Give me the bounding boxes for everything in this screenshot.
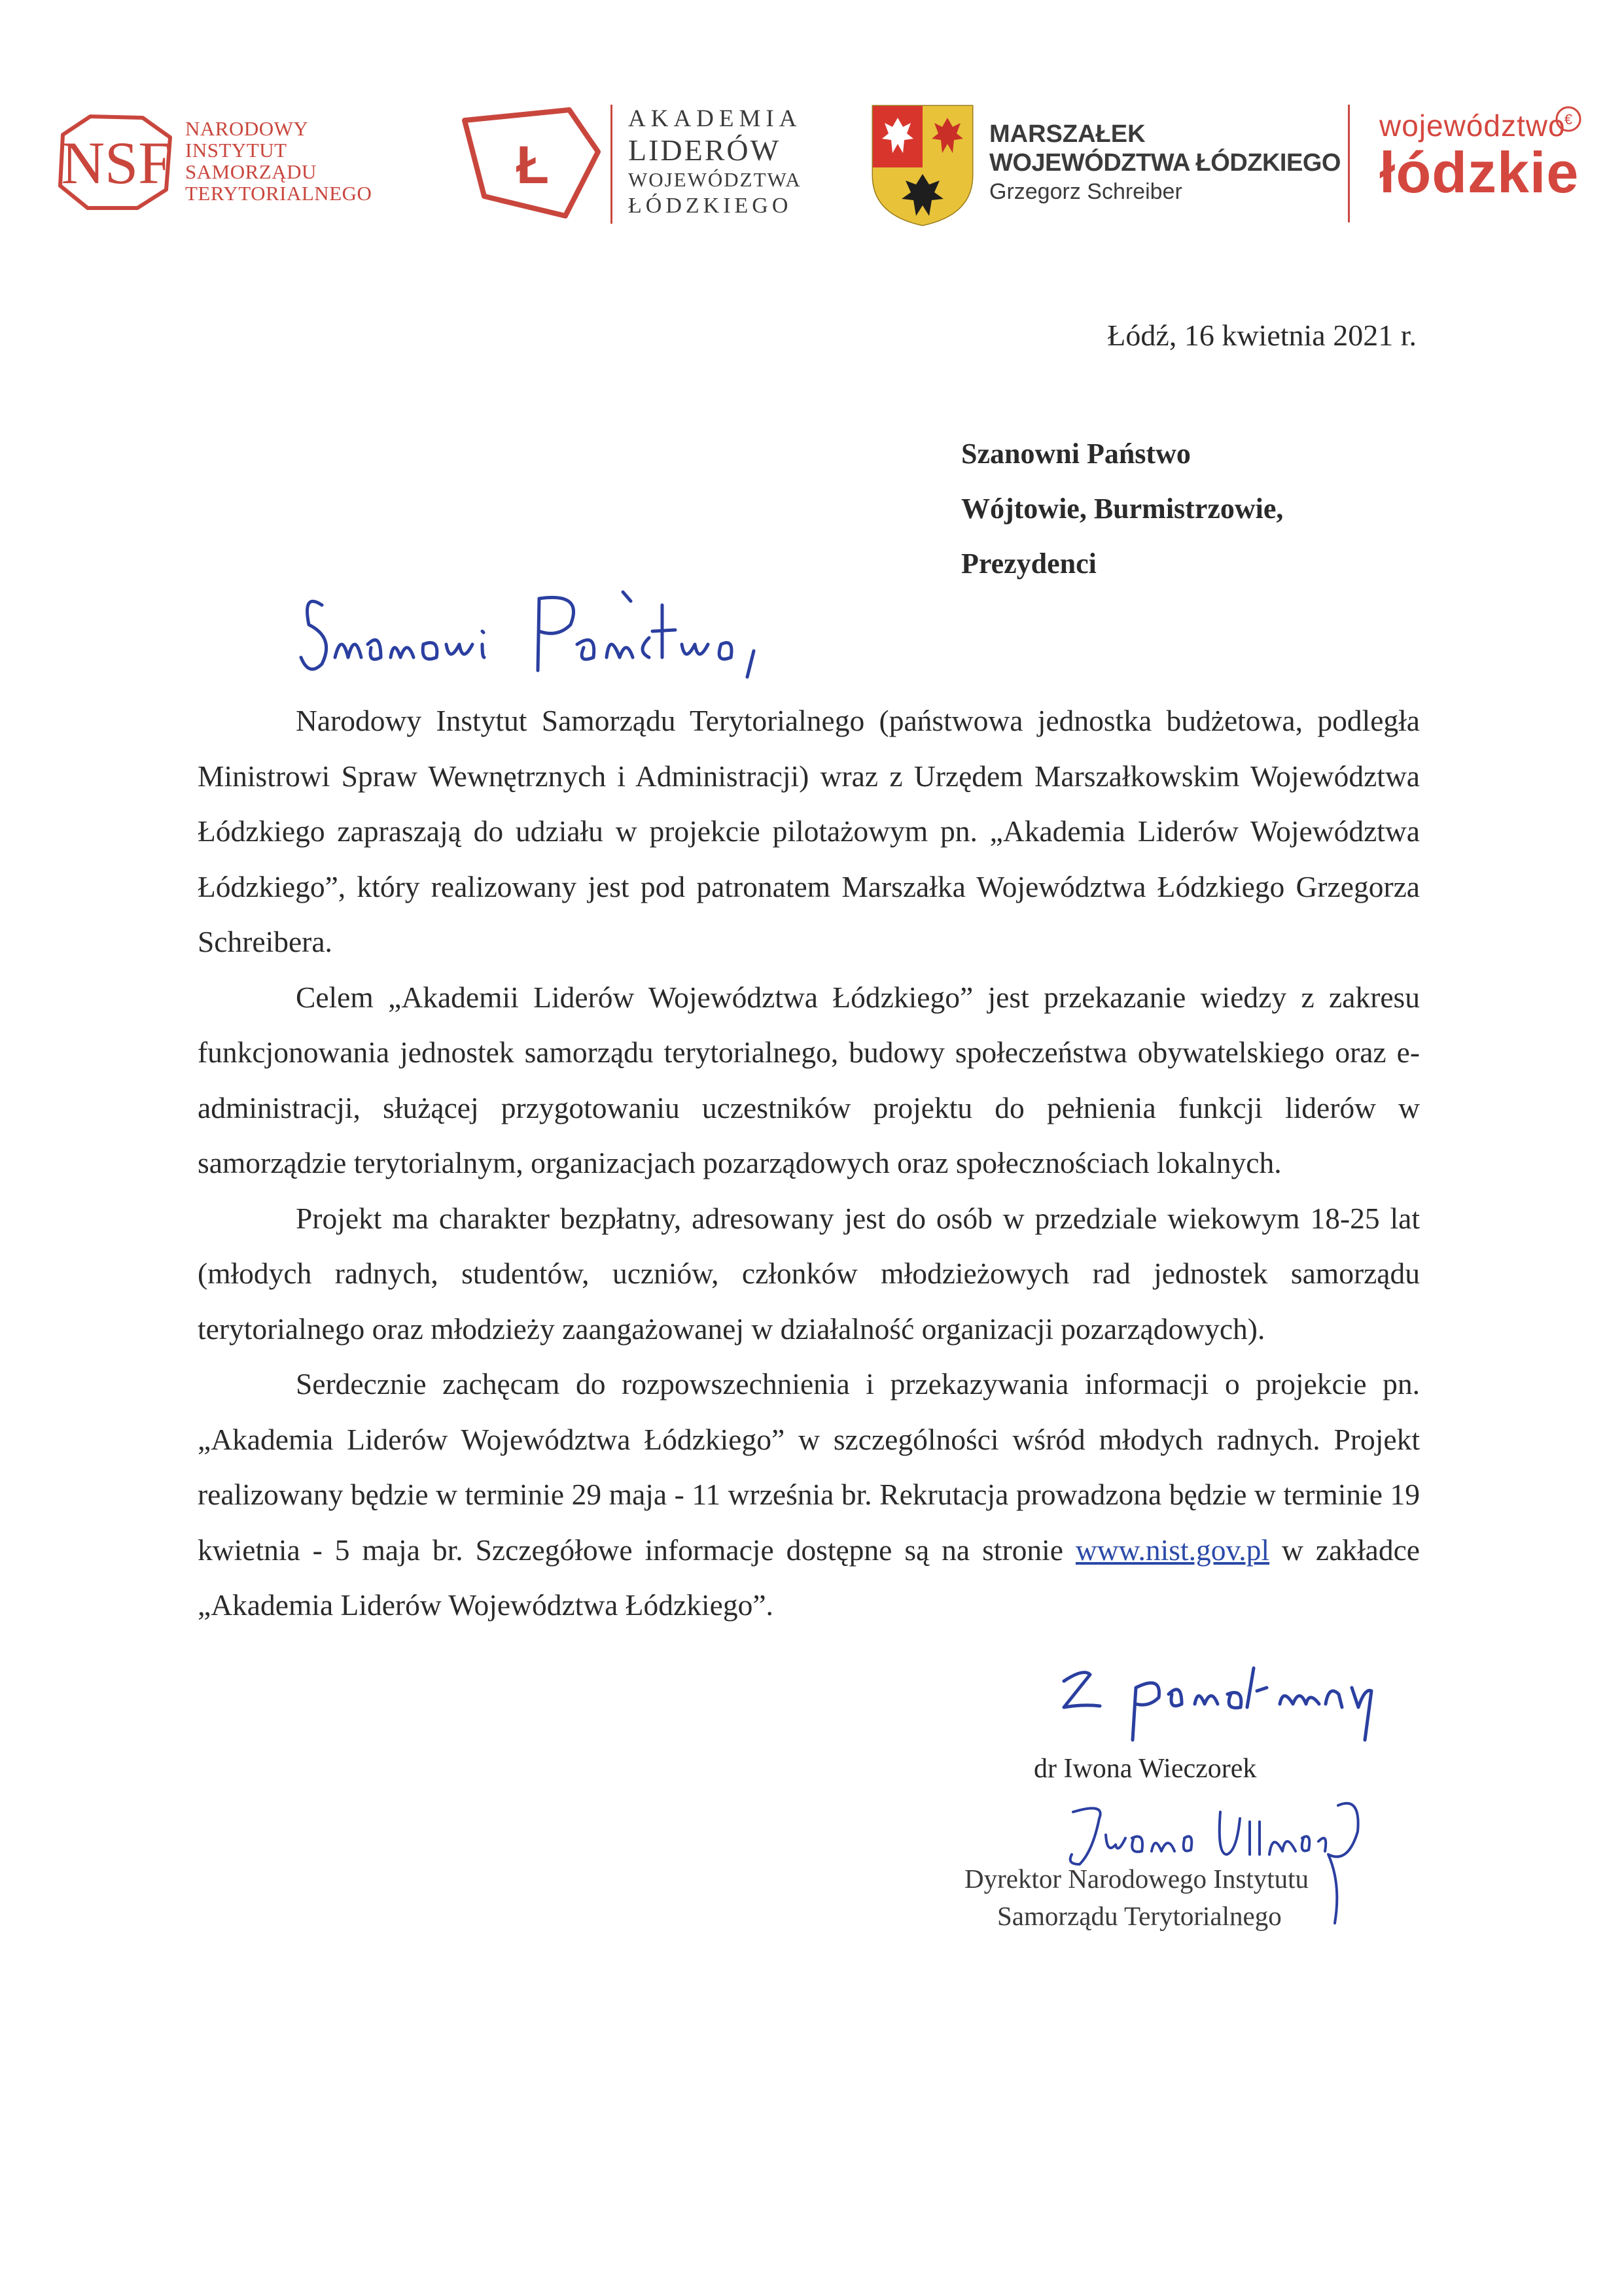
signer-title-line-1: Dyrektor Narodowego Instytutu [964, 1864, 1309, 1894]
letter-date: Łódź, 16 kwietnia 2021 r. [1107, 319, 1417, 352]
nist-line-3: SAMORZĄDU [185, 160, 317, 183]
akademia-logo-text [628, 105, 802, 220]
wojewodztwo-logo [1379, 108, 1580, 205]
recipient-line-3: Prezydenci [961, 548, 1097, 580]
nist-logo-emblem [51, 113, 182, 212]
signer-name: dr Iwona Wieczorek [1034, 1754, 1257, 1784]
akademia-separator [610, 105, 612, 224]
euro-mark-icon [1554, 105, 1583, 133]
coat-of-arms-icon [870, 103, 975, 228]
svg-text:NSF: NSF [61, 130, 172, 196]
akademia-logo-emblem [458, 105, 607, 222]
recipient-line-1: Szanowni Państwo [961, 438, 1191, 470]
akademia-line-2: LIDERÓW [628, 133, 781, 167]
wojewodztwo-separator [1348, 105, 1350, 222]
akademia-line-1: AKADEMIA [628, 105, 802, 132]
marszalek-title: MARSZAŁEK [989, 120, 1146, 148]
svg-text:Ł: Ł [516, 135, 550, 195]
letter-body [198, 693, 1420, 1633]
marszalek-text [989, 120, 1341, 206]
body-paragraph: Celem „Akademii Liderów Województwa Łódzkiego” jest przekazanie wiedzy z zakresu funkcjonowania jednostek samorządu terytorialnego, budowy społeczeństwa obywatelskiego oraz e-administracji, służącej przygotowaniu uczestników projektu do pełnienia funkcji liderów w samorządzie terytorialnym, organizacjach pozarządowych oraz społecznościach lokalnych. [198, 980, 1420, 1179]
final-text-start: Serdecznie zachęcam do rozpowszechnienia i przekazywania informacji o projekcie pn. „Akademia Liderów Województwa Łódzkiego” w szczególności wśród młodych radnych. Projekt realizowany będzie w terminie 29 maja - 11 września br. Rekrutacja prowadzona będzie w terminie 19 kwietnia - 5 maja br. Szczegółowe informacje dostępne są na stronie [198, 1367, 1420, 1567]
marszalek-name: Grzegorz Schreiber [989, 179, 1182, 204]
body-paragraph-final [198, 1357, 1420, 1633]
nist-line-2: INSTYTUT [185, 139, 287, 162]
nist-logo-text [185, 118, 372, 204]
nist-line-1: NARODOWY [185, 117, 309, 140]
body-paragraph: Narodowy Instytut Samorządu Terytorialnego (państwowa jednostka budżetowa, podległa Ministrowi Spraw Wewnętrznych i Administracji) wraz z Urzędem Marszałkowskim Województwa Łódzkiego zapraszają do udziału w projekcie pilotażowym pn. „Akademia Liderów Województwa Łódzkiego”, który realizowany jest pod patronatem Marszałka Województwa Łódzkiego Grzegorza Schreibera. [198, 704, 1420, 958]
signer-title-line-2: Samorządu Terytorialnego [997, 1901, 1282, 1931]
handwritten-closing [1051, 1642, 1430, 1747]
nist-line-4: TERYTORIALNEGO [185, 182, 372, 205]
handwritten-greeting [296, 579, 806, 697]
nist-website-link[interactable]: www.nist.gov.pl [1075, 1533, 1270, 1567]
akademia-line-3: WOJEWÓDZTWA [628, 168, 802, 191]
akademia-line-4: ŁÓDZKIEGO [628, 194, 792, 218]
body-paragraph: Projekt ma charakter bezpłatny, adresowany jest do osób w przedziale wiekowym 18-25 lat (młodych radnych, studentów, uczniów, członków młodzieżowych rad jednostek samorządu terytorialnego oraz młodzieży zaangażowanej w działalność organizacji pozarządowych). [198, 1201, 1420, 1346]
recipient-block [961, 426, 1283, 591]
final-text-end: w zakładce „Akademia Liderów Województwa Łódzkiego”. [198, 1533, 1420, 1622]
svg-text:€: € [1564, 111, 1573, 128]
marszalek-region: WOJEWÓDZTWA ŁÓDZKIEGO [989, 149, 1341, 177]
wojewodztwo-line-1: województwo [1379, 109, 1566, 143]
recipient-line-2: Wójtowie, Burmistrzowie, [961, 493, 1284, 525]
wojewodztwo-line-2: łódzkie [1379, 140, 1580, 205]
